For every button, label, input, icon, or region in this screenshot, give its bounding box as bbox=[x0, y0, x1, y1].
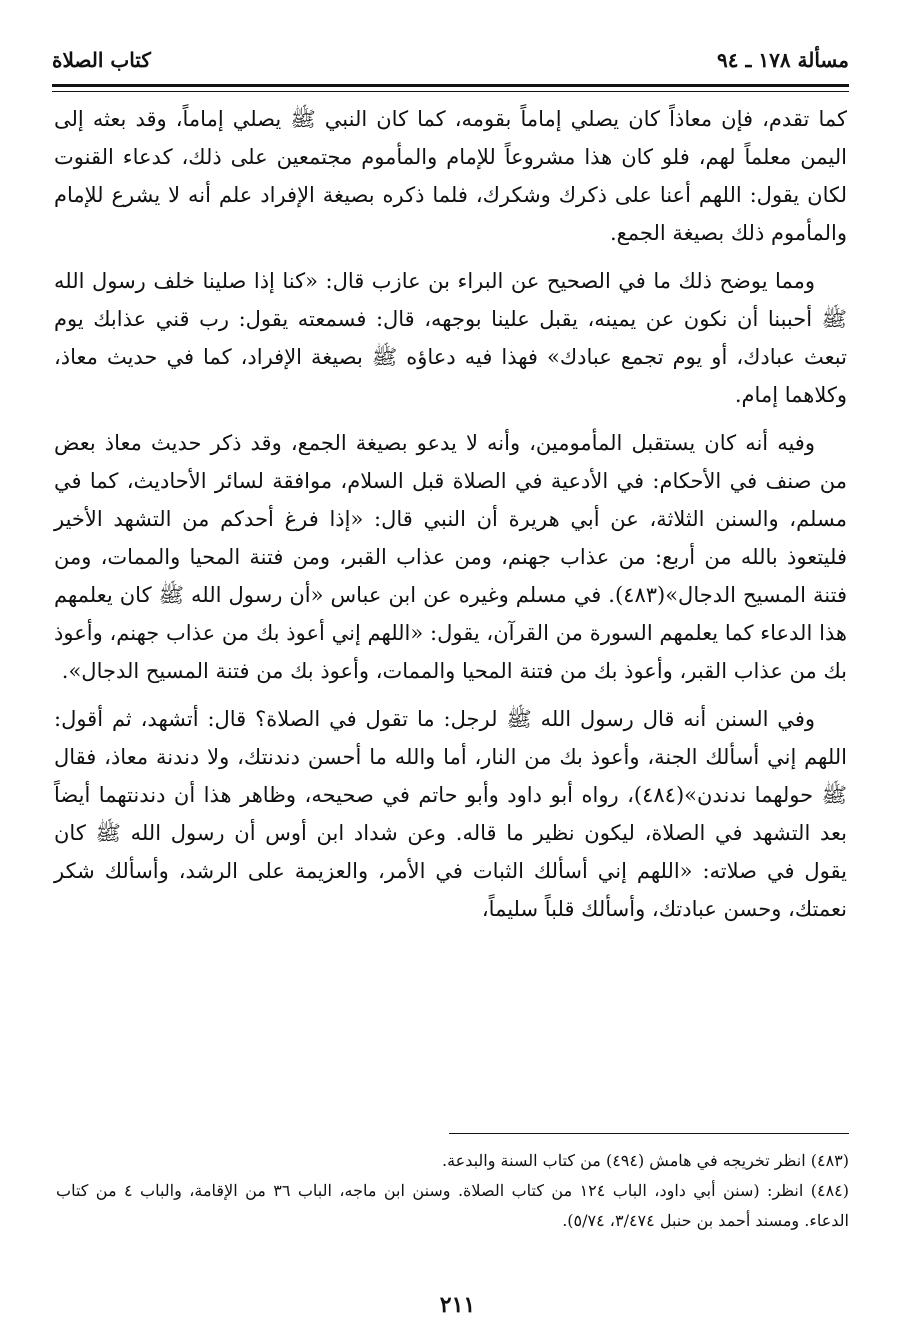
header-section: مسألة ١٧٨ ـ ٩٤ bbox=[717, 48, 849, 72]
header-rule-thin bbox=[52, 91, 849, 92]
paragraph-4: وفي السنن أنه قال رسول الله ﷺ لرجل: ما تقول في الصلاة؟ قال: أتشهد، ثم أقول: اللهم إني أسألك الجنة، وأعوذ بك من النار، أما والله ما أحسن دندنتك، ولا دندنة معاذ، فقال ﷺ حولهما ندندن»(٤٨٤)، رواه أبو داود وأبو حاتم في صحيحه، وظاهر هذا أن دندنتهما أيضاً بعد التشهد في الصلاة، ليكون نظير ما قاله. وعن شداد ابن أوس أن رسول الله ﷺ كان يقول في صلاته: «اللهم إني أسألك الثبات في الأمر، والعزيمة على الرشد، وأسألك شكر نعمتك، وحسن عبادتك، وأسألك قلباً سليماً، bbox=[54, 707, 847, 921]
header-rule-thick bbox=[52, 84, 849, 87]
running-header bbox=[52, 40, 849, 80]
header-chapter: كتاب الصلاة bbox=[52, 48, 151, 72]
footnote-484: (٤٨٤) انظر: (سنن أبي داود، الباب ١٢٤ من كتاب الصلاة. وسنن ابن ماجه، الباب ٣٦ من الإقامة، والباب ٤ من كتاب الدعاء. ومسند أحمد بن حنبل ٣/٤٧٤، ٥/٧٤). bbox=[56, 1181, 849, 1230]
page-number: ٢١١ bbox=[439, 1292, 476, 1318]
body-text bbox=[54, 100, 847, 938]
paragraph-2: ومما يوضح ذلك ما في الصحيح عن البراء بن عازب قال: «كنا إذا صلينا خلف رسول الله ﷺ أحببنا أن نكون عن يمينه، يقبل علينا بوجهه، قال: فسمعته يقول: رب قني عذابك يوم تبعث عبادك، أو يوم تجمع عبادك» فهذا فيه دعاؤه ﷺ بصيغة الإفراد، كما في حديث معاذ، وكلاهما إمام. bbox=[54, 269, 847, 407]
footnote-separator bbox=[449, 1133, 849, 1134]
paragraph-1: كما تقدم، فإن معاذاً كان يصلي إماماً بقومه، كما كان النبي ﷺ يصلي إماماً، وقد بعثه إلى اليمن معلماً لهم، فلو كان هذا مشروعاً للإمام والمأموم مجتمعين على ذلك، كدعاء القنوت لكان يقول: اللهم أعنا على ذكرك وشكرك، فلما ذكره بصيغة الإفراد علم أنه لا يشرع للإمام والمأموم ذلك بصيغة الجمع. bbox=[54, 107, 847, 245]
footnotes bbox=[56, 1146, 849, 1236]
footnote-483: (٤٨٣) انظر تخريجه في هامش (٤٩٤) من كتاب السنة والبدعة. bbox=[441, 1151, 849, 1170]
paragraph-3: وفيه أنه كان يستقبل المأمومين، وأنه لا يدعو بصيغة الجمع، وقد ذكر حديث معاذ بعض من صنف في الأحكام: في الأدعية في الصلاة قبل السلام، موافقة لسائر الأحاديث، كما في مسلم، والسنن الثلاثة، عن أبي هريرة أن النبي قال: «إذا فرغ أحدكم من التشهد الأخير فليتعوذ بالله من أربع: من عذاب جهنم، ومن عذاب القبر، ومن فتنة المحيا والممات، ومن فتنة المسيح الدجال»(٤٨٣). في مسلم وغيره عن ابن عباس «أن رسول الله ﷺ كان يعلمهم هذا الدعاء كما يعلمهم السورة من القرآن، يقول: «اللهم إني أعوذ بك من عذاب جهنم، وأعوذ بك من عذاب القبر، وأعوذ بك من فتنة المحيا والممات، وأعوذ بك من فتنة المسيح الدجال». bbox=[54, 431, 847, 683]
